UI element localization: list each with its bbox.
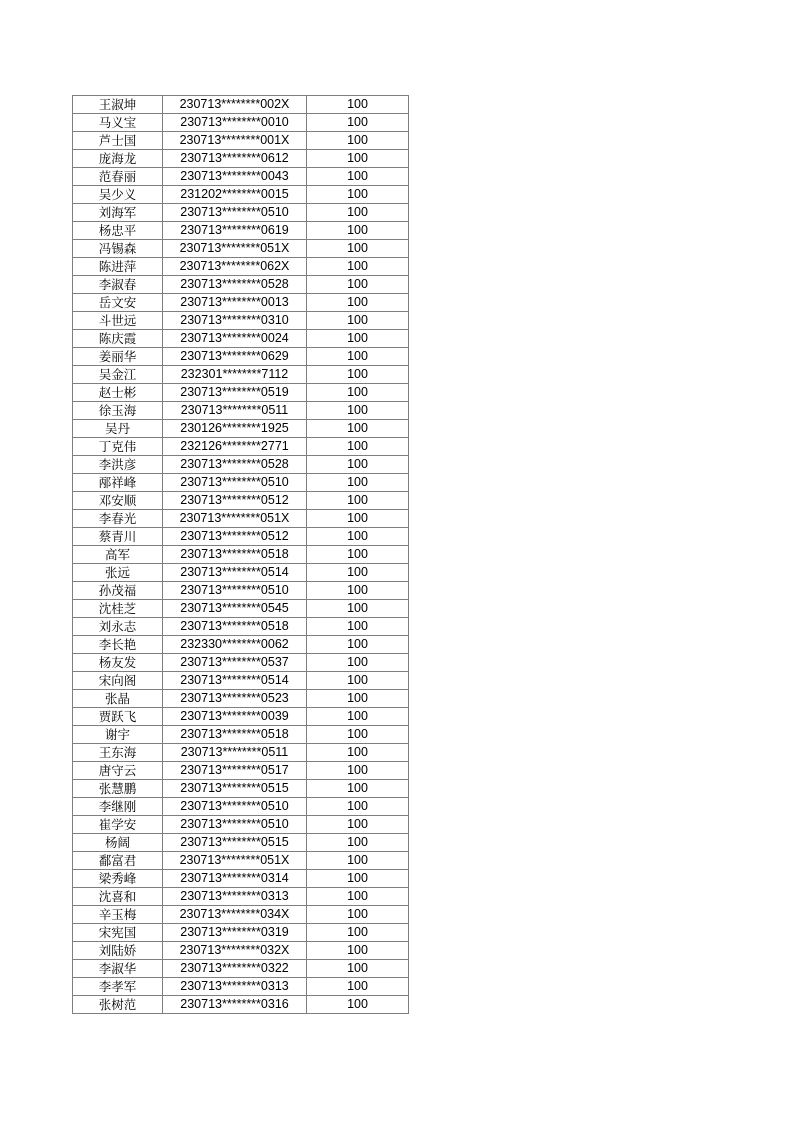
table-row [73, 870, 409, 888]
score-cell: 100 [307, 672, 409, 690]
table-row [73, 672, 409, 690]
id-number-cell: 230713********0322 [163, 960, 307, 978]
table-row [73, 96, 409, 114]
id-number-cell: 230713********0511 [163, 744, 307, 762]
id-number-cell: 230713********0515 [163, 834, 307, 852]
id-number-cell: 230713********0319 [163, 924, 307, 942]
score-cell: 100 [307, 834, 409, 852]
table-row [73, 276, 409, 294]
score-cell: 100 [307, 438, 409, 456]
table-row [73, 780, 409, 798]
table-row [73, 204, 409, 222]
name-cell: 刘陆娇 [73, 942, 163, 960]
score-cell: 100 [307, 888, 409, 906]
table-row [73, 366, 409, 384]
score-cell: 100 [307, 654, 409, 672]
id-number-cell: 230713********0310 [163, 312, 307, 330]
name-cell: 孙茂福 [73, 582, 163, 600]
name-cell: 陈庆霞 [73, 330, 163, 348]
table-row [73, 240, 409, 258]
id-number-cell: 230713********0314 [163, 870, 307, 888]
table-row [73, 600, 409, 618]
id-number-cell: 230713********0612 [163, 150, 307, 168]
id-number-cell: 232126********2771 [163, 438, 307, 456]
table-row [73, 654, 409, 672]
score-cell: 100 [307, 798, 409, 816]
name-cell: 丁克伟 [73, 438, 163, 456]
table-row [73, 186, 409, 204]
name-cell: 鄱富君 [73, 852, 163, 870]
table-row [73, 762, 409, 780]
id-number-cell: 230713********0039 [163, 708, 307, 726]
table-row [73, 456, 409, 474]
id-number-cell: 230713********0619 [163, 222, 307, 240]
score-cell: 100 [307, 744, 409, 762]
id-number-cell: 230713********0514 [163, 672, 307, 690]
score-cell: 100 [307, 960, 409, 978]
name-cell: 梁秀峰 [73, 870, 163, 888]
score-cell: 100 [307, 726, 409, 744]
table-row [73, 168, 409, 186]
table-row [73, 546, 409, 564]
score-cell: 100 [307, 546, 409, 564]
id-number-cell: 230713********001X [163, 132, 307, 150]
table-row [73, 510, 409, 528]
name-cell: 李春光 [73, 510, 163, 528]
table-row [73, 384, 409, 402]
score-cell: 100 [307, 456, 409, 474]
id-number-cell: 230713********0518 [163, 546, 307, 564]
id-number-cell: 230713********0523 [163, 690, 307, 708]
id-number-cell: 230713********0024 [163, 330, 307, 348]
name-cell: 张远 [73, 564, 163, 582]
id-number-cell: 230713********0313 [163, 978, 307, 996]
id-number-cell: 230713********034X [163, 906, 307, 924]
id-number-cell: 231202********0015 [163, 186, 307, 204]
name-cell: 张慧鹏 [73, 780, 163, 798]
id-number-cell: 230713********0537 [163, 654, 307, 672]
table-row [73, 708, 409, 726]
id-number-cell: 230713********0512 [163, 528, 307, 546]
score-cell: 100 [307, 258, 409, 276]
score-cell: 100 [307, 114, 409, 132]
name-cell: 吴丹 [73, 420, 163, 438]
table-row [73, 618, 409, 636]
name-cell: 张树范 [73, 996, 163, 1014]
id-number-cell: 230713********032X [163, 942, 307, 960]
score-cell: 100 [307, 240, 409, 258]
table-row [73, 564, 409, 582]
name-cell: 杨阔 [73, 834, 163, 852]
id-number-cell: 230713********0510 [163, 798, 307, 816]
id-number-cell: 230713********0545 [163, 600, 307, 618]
id-number-cell: 230713********051X [163, 510, 307, 528]
table-row [73, 258, 409, 276]
name-cell: 蔡青川 [73, 528, 163, 546]
id-number-cell: 230713********062X [163, 258, 307, 276]
name-cell: 陈进萍 [73, 258, 163, 276]
table-row [73, 978, 409, 996]
name-cell: 吴少义 [73, 186, 163, 204]
score-cell: 100 [307, 420, 409, 438]
table-row [73, 312, 409, 330]
score-cell: 100 [307, 186, 409, 204]
name-cell: 范春丽 [73, 168, 163, 186]
table-row [73, 294, 409, 312]
id-number-cell: 230713********0510 [163, 474, 307, 492]
name-cell: 李长艳 [73, 636, 163, 654]
table-row [73, 888, 409, 906]
table-row [73, 690, 409, 708]
score-cell: 100 [307, 924, 409, 942]
score-cell: 100 [307, 618, 409, 636]
name-cell: 高军 [73, 546, 163, 564]
name-cell: 李孝军 [73, 978, 163, 996]
name-cell: 赵士彬 [73, 384, 163, 402]
table-row [73, 906, 409, 924]
id-number-cell: 230713********0514 [163, 564, 307, 582]
id-number-cell: 230713********0517 [163, 762, 307, 780]
records-table-body [73, 96, 409, 1014]
name-cell: 张晶 [73, 690, 163, 708]
table-row [73, 402, 409, 420]
score-cell: 100 [307, 510, 409, 528]
table-row [73, 420, 409, 438]
table-row [73, 942, 409, 960]
id-number-cell: 230713********0519 [163, 384, 307, 402]
table-row [73, 852, 409, 870]
id-number-cell: 230713********002X [163, 96, 307, 114]
table-row [73, 438, 409, 456]
table-row [73, 726, 409, 744]
name-cell: 宋宪国 [73, 924, 163, 942]
name-cell: 沈桂芝 [73, 600, 163, 618]
table-row [73, 222, 409, 240]
id-number-cell: 230713********0512 [163, 492, 307, 510]
id-number-cell: 230713********0510 [163, 582, 307, 600]
name-cell: 邴祥峰 [73, 474, 163, 492]
table-row [73, 348, 409, 366]
name-cell: 冯锡森 [73, 240, 163, 258]
name-cell: 王淑坤 [73, 96, 163, 114]
table-row [73, 132, 409, 150]
score-cell: 100 [307, 528, 409, 546]
name-cell: 李洪彦 [73, 456, 163, 474]
score-cell: 100 [307, 474, 409, 492]
id-number-cell: 230713********0515 [163, 780, 307, 798]
id-number-cell: 232301********7112 [163, 366, 307, 384]
score-cell: 100 [307, 582, 409, 600]
name-cell: 宋向阁 [73, 672, 163, 690]
name-cell: 崔学安 [73, 816, 163, 834]
score-cell: 100 [307, 294, 409, 312]
name-cell: 谢宇 [73, 726, 163, 744]
table-row [73, 834, 409, 852]
score-cell: 100 [307, 564, 409, 582]
table-row [73, 816, 409, 834]
name-cell: 辛玉梅 [73, 906, 163, 924]
name-cell: 李淑华 [73, 960, 163, 978]
id-number-cell: 230713********051X [163, 852, 307, 870]
score-cell: 100 [307, 204, 409, 222]
id-number-cell: 232330********0062 [163, 636, 307, 654]
name-cell: 杨忠平 [73, 222, 163, 240]
id-number-cell: 230713********0518 [163, 618, 307, 636]
name-cell: 马义宝 [73, 114, 163, 132]
id-number-cell: 230713********0043 [163, 168, 307, 186]
table-row [73, 474, 409, 492]
id-number-cell: 230713********0316 [163, 996, 307, 1014]
score-cell: 100 [307, 780, 409, 798]
id-number-cell: 230713********0510 [163, 204, 307, 222]
score-cell: 100 [307, 762, 409, 780]
score-cell: 100 [307, 384, 409, 402]
table-row [73, 528, 409, 546]
score-cell: 100 [307, 96, 409, 114]
name-cell: 岳文安 [73, 294, 163, 312]
table-row [73, 798, 409, 816]
name-cell: 姜丽华 [73, 348, 163, 366]
name-cell: 李继刚 [73, 798, 163, 816]
id-number-cell: 230713********0528 [163, 456, 307, 474]
name-cell: 庞海龙 [73, 150, 163, 168]
score-cell: 100 [307, 996, 409, 1014]
table-row [73, 114, 409, 132]
score-cell: 100 [307, 636, 409, 654]
score-cell: 100 [307, 312, 409, 330]
score-cell: 100 [307, 276, 409, 294]
score-cell: 100 [307, 870, 409, 888]
id-number-cell: 230713********051X [163, 240, 307, 258]
score-cell: 100 [307, 906, 409, 924]
id-number-cell: 230126********1925 [163, 420, 307, 438]
score-cell: 100 [307, 402, 409, 420]
id-number-cell: 230713********0013 [163, 294, 307, 312]
table-row [73, 960, 409, 978]
score-cell: 100 [307, 168, 409, 186]
name-cell: 沈喜和 [73, 888, 163, 906]
score-cell: 100 [307, 852, 409, 870]
table-row [73, 150, 409, 168]
score-cell: 100 [307, 942, 409, 960]
id-number-cell: 230713********0629 [163, 348, 307, 366]
name-cell: 唐守云 [73, 762, 163, 780]
table-row [73, 582, 409, 600]
table-row [73, 636, 409, 654]
id-number-cell: 230713********0511 [163, 402, 307, 420]
score-cell: 100 [307, 816, 409, 834]
score-cell: 100 [307, 708, 409, 726]
score-cell: 100 [307, 978, 409, 996]
id-number-cell: 230713********0528 [163, 276, 307, 294]
table-row [73, 330, 409, 348]
table-row [73, 744, 409, 762]
score-cell: 100 [307, 600, 409, 618]
name-cell: 李淑春 [73, 276, 163, 294]
table-row [73, 492, 409, 510]
id-number-cell: 230713********0010 [163, 114, 307, 132]
score-cell: 100 [307, 348, 409, 366]
records-table [72, 95, 409, 1014]
name-cell: 王东海 [73, 744, 163, 762]
id-number-cell: 230713********0510 [163, 816, 307, 834]
score-cell: 100 [307, 690, 409, 708]
score-cell: 100 [307, 150, 409, 168]
name-cell: 贾跃飞 [73, 708, 163, 726]
name-cell: 徐玉海 [73, 402, 163, 420]
table-row [73, 924, 409, 942]
score-cell: 100 [307, 366, 409, 384]
id-number-cell: 230713********0518 [163, 726, 307, 744]
name-cell: 杨友发 [73, 654, 163, 672]
name-cell: 芦士国 [73, 132, 163, 150]
name-cell: 刘永志 [73, 618, 163, 636]
score-cell: 100 [307, 492, 409, 510]
table-row [73, 996, 409, 1014]
name-cell: 刘海军 [73, 204, 163, 222]
score-cell: 100 [307, 132, 409, 150]
name-cell: 吴金江 [73, 366, 163, 384]
score-cell: 100 [307, 330, 409, 348]
score-cell: 100 [307, 222, 409, 240]
name-cell: 斗世远 [73, 312, 163, 330]
id-number-cell: 230713********0313 [163, 888, 307, 906]
name-cell: 邓安顺 [73, 492, 163, 510]
